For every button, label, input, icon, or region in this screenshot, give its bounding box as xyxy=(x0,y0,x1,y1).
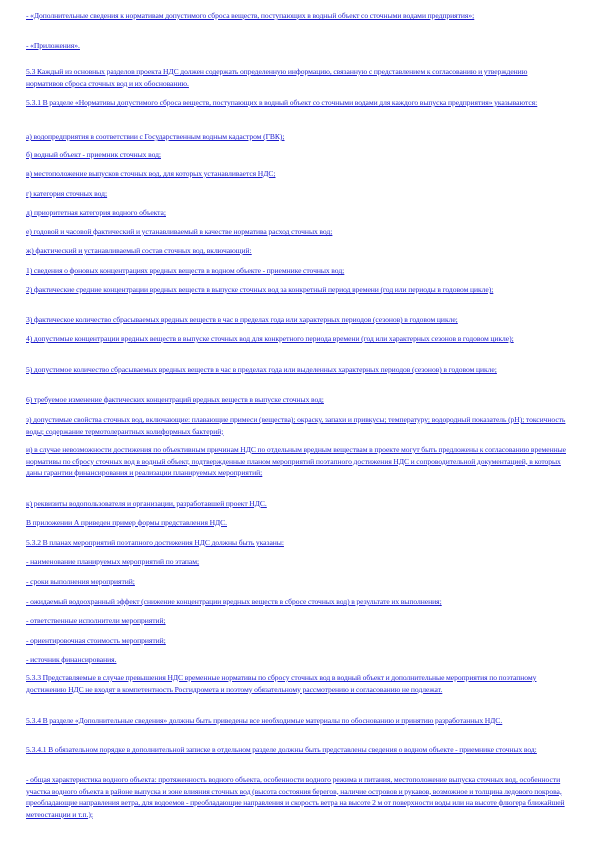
paragraph-link[interactable]: - ожидаемый водоохранный эффект (снижение концентрации вредных веществ в сбросе сточных вод) в результате их выполнения; xyxy=(26,597,442,606)
paragraph-plan-item-5[interactable] xyxy=(26,635,566,647)
paragraph-plan-item-1[interactable] xyxy=(26,556,566,568)
paragraph-link[interactable]: - «Дополнительные сведения к нормативам допустимого сброса веществ, поступающих в водный объект со сточными водами предприятия»; xyxy=(26,11,475,20)
paragraph-link[interactable]: и) в случае невозможности достижения по объективным причинам НДС по отдельным вредным веществам в проекте могут быть предложены к согласованию временные нормативы по сбросу сточных вод в водный объект, подтвержденные планом мероприятий поэтапного достижения НДС и сопроводительной документацией, в которых даны гарантии финансирования и реализации планируемых мероприятий; xyxy=(26,445,566,477)
paragraph-link[interactable]: к) реквизиты водопользователя и организации, разработавшей проект НДС. xyxy=(26,499,267,508)
paragraph-section-5-3-4-1[interactable] xyxy=(26,744,566,756)
paragraph-link[interactable]: - наименование планируемых мероприятий по этапам; xyxy=(26,557,200,566)
paragraph-subitem-4[interactable] xyxy=(26,333,566,345)
paragraph-link[interactable]: 2) фактические средние концентрации вредных веществ в выпуске сточных вод за конкретный период времени (год или периоды в годовом цикле); xyxy=(26,285,494,294)
paragraph-link[interactable]: б) водный объект - приемник сточных вод; xyxy=(26,150,161,159)
paragraph-plan-item-6[interactable] xyxy=(26,654,566,666)
paragraph-plan-item-2[interactable] xyxy=(26,576,566,588)
paragraph-plan-item-3[interactable] xyxy=(26,596,566,608)
paragraph-link[interactable]: - ориентировочная стоимость мероприятий; xyxy=(26,636,166,645)
paragraph-section-5-3[interactable] xyxy=(26,66,566,89)
paragraph-section-5-3-2[interactable] xyxy=(26,537,566,549)
paragraph-item-z[interactable] xyxy=(26,414,566,437)
paragraph-link[interactable]: ж) фактический и устанавливаемый состав сточных вод, включающий: xyxy=(26,246,252,255)
paragraph-link[interactable]: д) приоритетная категория водного объекта; xyxy=(26,208,166,217)
paragraph-subitem-3[interactable] xyxy=(26,314,566,326)
paragraph-item-zh[interactable] xyxy=(26,245,566,257)
paragraph-link[interactable]: - сроки выполнения мероприятий; xyxy=(26,577,135,586)
paragraph-link[interactable]: 5.3.1 В разделе «Нормативы допустимого сброса веществ, поступающих в водный объект со сточными водами для каждого выпуска предприятия» указываются: xyxy=(26,98,538,107)
paragraph-link[interactable]: 4) допустимые концентрации вредных веществ в выпуске сточных вод для конкретного периода времени (год или характерных сезонов в годовом цикле); xyxy=(26,334,514,343)
paragraph-link[interactable]: 5.3.3 Представляемые в случае превышения НДС временные нормативы по сбросу сточных вод в водный объект и дополнительные мероприятия по поэтапному достижению НДС не входят в компетентность Росгидромета и поэтому обязательному рассмотрению и согласованию не подлежат. xyxy=(26,673,537,694)
paragraph-list-item-2[interactable] xyxy=(26,40,566,52)
paragraph-link[interactable]: 1) сведения о фоновых концентрациях вредных веществ в водном объекте - приемнике сточных вод; xyxy=(26,266,345,275)
paragraph-link[interactable]: 5.3 Каждый из основных разделов проекта НДС должен содержать определенную информацию, связанную с представлением к согласованию и утверждению нормативов сброса сточных вод и их обоснованию. xyxy=(26,67,528,88)
paragraph-link[interactable]: - общая характеристика водного объекта: протяженность водного объекта, особенности водного режима и питания, местоположение выпуска сточных вод, особенности участка водного объекта в районе выпуска и зоне влияния сточных вод (высота состояния берегов, наличие островов и рукавов, возможное и толщина ледового покрова, преобладающие направления ветра, для водоемов - преобладающие направления и скорость ветра на высоте 2 м от поверхности воды или на высоте флюгера ближайшей метеостанции и т.п.); xyxy=(26,775,565,819)
paragraph-item-e[interactable] xyxy=(26,226,566,238)
paragraph-link[interactable]: 5.3.4 В разделе «Дополнительные сведения» должны быть приведены все необходимые материалы по обоснованию и принятию разработанных НДС. xyxy=(26,716,503,725)
paragraph-appendix-note[interactable] xyxy=(26,517,566,529)
paragraph-section-5-3-4[interactable] xyxy=(26,715,566,727)
paragraph-link[interactable]: 5) допустимое количество сбрасываемых вредных веществ в час в пределах года или выделенных характерных периодов (сезонов) в годовом цикле; xyxy=(26,365,497,374)
paragraph-link[interactable]: а) водопредприятия в соответствии с Государственным водным кадастром (ГВК); xyxy=(26,132,285,141)
paragraph-link[interactable]: 3) фактическое количество сбрасываемых вредных веществ в час в пределах года или характерных периодов (сезонов) в годовом цикле; xyxy=(26,315,458,324)
paragraph-subitem-2[interactable] xyxy=(26,284,566,296)
paragraph-link[interactable]: В приложении А приведен пример формы представления НДС. xyxy=(26,518,227,527)
paragraph-item-v[interactable] xyxy=(26,168,566,180)
paragraph-item-b[interactable] xyxy=(26,149,566,161)
paragraph-item-i[interactable] xyxy=(26,444,566,479)
paragraph-link[interactable]: 5.3.4.1 В обязательном порядке в дополнительной записке в отдельном разделе должны быть представлены сведения о водном объекте - приемнике сточных вод: xyxy=(26,745,537,754)
paragraph-list-item-1[interactable] xyxy=(26,10,566,22)
paragraph-plan-item-4[interactable] xyxy=(26,615,566,627)
paragraph-link[interactable]: г) категория сточных вод; xyxy=(26,189,108,198)
paragraph-subitem-1[interactable] xyxy=(26,265,566,277)
paragraph-subitem-5[interactable] xyxy=(26,364,566,376)
paragraph-section-5-3-1[interactable] xyxy=(26,97,566,109)
paragraph-water-body-general[interactable] xyxy=(26,774,566,820)
paragraph-link[interactable]: - ответственные исполнители мероприятий; xyxy=(26,616,166,625)
paragraph-item-d[interactable] xyxy=(26,207,566,219)
paragraph-link[interactable]: 5.3.2 В планах мероприятий поэтапного достижения НДС должны быть указаны: xyxy=(26,538,284,547)
paragraph-link[interactable]: 6) требуемое изменение фактических концентраций вредных веществ в выпуске сточных вод; xyxy=(26,395,324,404)
paragraph-item-a[interactable] xyxy=(26,131,566,143)
paragraph-section-5-3-3[interactable] xyxy=(26,672,566,695)
paragraph-link[interactable]: з) допустимые свойства сточных вод, включающие: плавающие примеси (вещества); окраску, запахи и привкусы; температуру; водородный показатель (pH); токсичность воды; содержание термотолерантных колиформных бактерий; xyxy=(26,415,566,436)
paragraph-item-k[interactable] xyxy=(26,498,566,510)
paragraph-link[interactable]: в) местоположение выпусков сточных вод, для которых устанавливается НДС; xyxy=(26,169,276,178)
paragraph-item-g[interactable] xyxy=(26,188,566,200)
paragraph-link[interactable]: - источник финансирования. xyxy=(26,655,117,664)
paragraph-link[interactable]: е) годовой и часовой фактический и устанавливаемый в качестве норматива расход сточных вод; xyxy=(26,227,333,236)
paragraph-subitem-6[interactable] xyxy=(26,394,566,406)
paragraph-link[interactable]: - «Приложения». xyxy=(26,41,80,50)
